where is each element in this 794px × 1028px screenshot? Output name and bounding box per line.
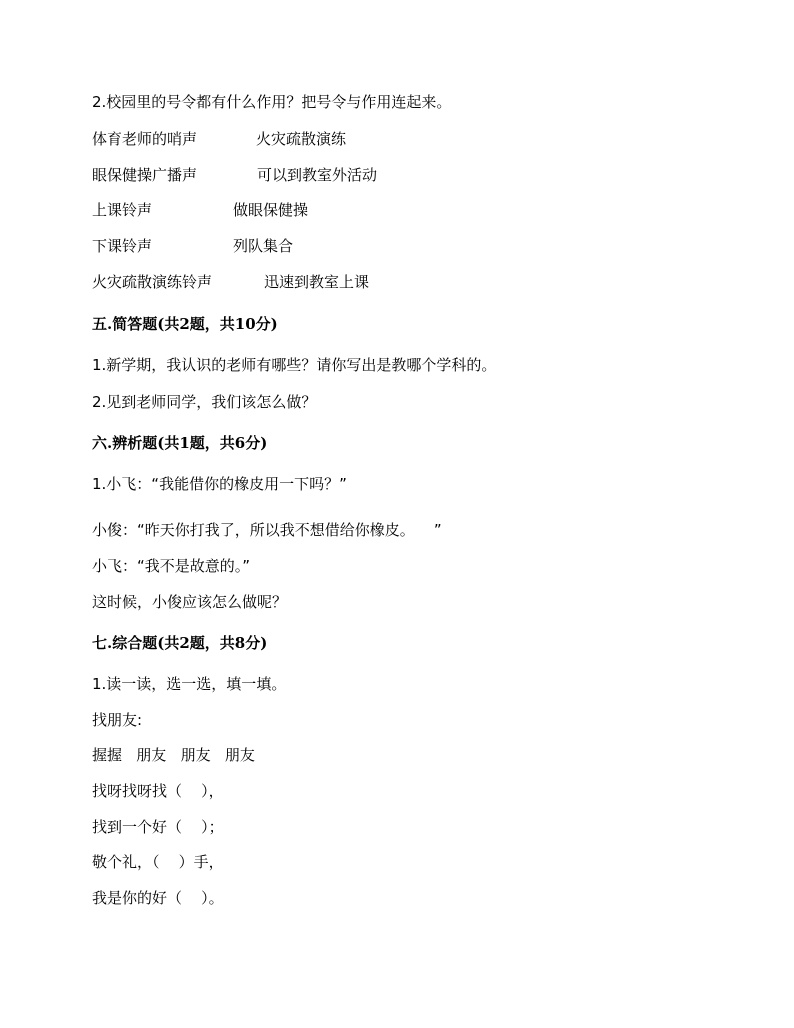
- match-left-1: 体育老师的哨声: [92, 130, 198, 148]
- match-left-4: 下课铃声: [92, 237, 153, 255]
- section6-line-4: 这时候，小俊应该怎么做呢？: [92, 593, 288, 611]
- match-left-5: 火灾疏散演练铃声: [92, 273, 213, 291]
- section7-line-3: 握握 朋友 朋友 朋友: [92, 746, 255, 764]
- section6-heading: 六.辨析题(共1题，共6分): [92, 434, 268, 452]
- section7-line-1: 1.读一读，选一选，填一填。: [92, 675, 287, 693]
- section6-line-1: 1.小飞：“我能借你的橡皮用一下吗？”: [92, 475, 347, 493]
- section7-heading: 七.综合题(共2题，共8分): [92, 634, 268, 652]
- q2-prompt: 2.校园里的号令都有什么作用？把号令与作用连起来。: [92, 93, 452, 111]
- section6-line-2: 小俊：“昨天你打我了，所以我不想借给你橡皮。 ”: [92, 521, 442, 539]
- match-left-2: 眼保健操广播声: [92, 166, 198, 184]
- section7-line-6: 敬个礼，（ ）手，: [92, 853, 224, 871]
- match-right-2: 可以到教室外活动: [257, 166, 378, 184]
- match-right-3: 做眼保健操: [233, 201, 309, 219]
- section5-q1: 1.新学期，我认识的老师有哪些？请你写出是教哪个学科的。: [92, 356, 497, 374]
- match-right-5: 迅速到教室上课: [264, 273, 370, 291]
- section5-heading: 五.简答题(共2题，共10分): [92, 315, 278, 333]
- match-right-1: 火灾疏散演练: [256, 130, 347, 148]
- section7-line-2: 找朋友:: [92, 711, 143, 729]
- match-right-4: 列队集合: [233, 237, 294, 255]
- section7-line-4: 找呀找呀找（ ），: [92, 782, 224, 800]
- match-left-3: 上课铃声: [92, 201, 153, 219]
- section6-line-3: 小飞：“我不是故意的。”: [92, 557, 251, 575]
- section7-line-7: 我是你的好（ ）。: [92, 889, 224, 907]
- section5-q2: 2.见到老师同学，我们该怎么做？: [92, 393, 317, 411]
- section7-line-5: 找到一个好（ ）；: [92, 818, 224, 836]
